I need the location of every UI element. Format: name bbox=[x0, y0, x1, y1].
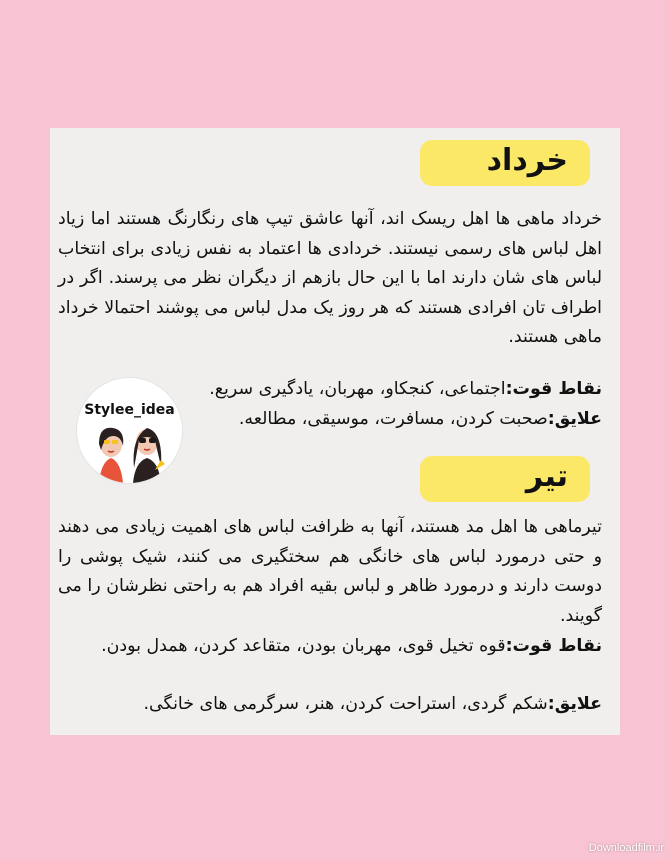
strengths-text: قوه تخیل قوی، مهربان بودن، متقاعد کردن، همدل بودن. bbox=[101, 636, 506, 656]
section-heading: خرداد bbox=[486, 143, 568, 178]
interests-text: صحبت کردن، مسافرت، موسیقی، مطالعه. bbox=[238, 409, 548, 429]
stylee-idea-logo bbox=[77, 378, 182, 483]
two-girls-illustration-icon bbox=[77, 378, 182, 483]
watermark: Downloadfilm.ir bbox=[588, 842, 664, 854]
section-heading-highlight bbox=[420, 456, 590, 502]
strengths-label: نقاط قوت: bbox=[505, 379, 602, 399]
section-heading: تیر bbox=[525, 459, 568, 494]
section-heading-highlight bbox=[420, 140, 590, 186]
strengths-row bbox=[58, 632, 602, 662]
section-paragraph: تیرماهی ها اهل مد هستند، آنها به ظرافت لباس های اهمیت زیادی می دهند و حتی درمورد لباس های خانگی هم سختگیری می کنند، شیک پوشی را دوست دارند و درمورد ظاهر و لباس بقیه افراد هم به راحتی نظرشان را می گویند. bbox=[58, 517, 602, 626]
strengths-label: نقاط قوت: bbox=[505, 636, 602, 656]
interests-label: علایق: bbox=[547, 409, 602, 429]
section-paragraph: خرداد ماهی ها اهل ریسک اند، آنها عاشق تیپ های رنگارنگ هستند اما زیاد اهل لباس های رسمی نیستند. خردادی ها اعتماد به نفس زیادی برای انتخاب لباس های شان دارند اما با این حال بازهم از دیگران نظر می پرسند. اگر در اطراف تان افرادی هستند که هر روز یک مدل لباس می پوشند احتمالا خرداد ماهی هستند. bbox=[58, 209, 602, 347]
interests-row bbox=[58, 690, 602, 720]
interests-label: علایق: bbox=[547, 694, 602, 714]
logo-text: Stylee_idea bbox=[84, 402, 175, 418]
interests-text: شکم گردی، استراحت کردن، هنر، سرگرمی های خانگی. bbox=[143, 694, 548, 714]
content-card bbox=[50, 128, 620, 735]
strengths-text: اجتماعی، کنجکاو، مهربان، یادگیری سریع. bbox=[209, 379, 506, 399]
